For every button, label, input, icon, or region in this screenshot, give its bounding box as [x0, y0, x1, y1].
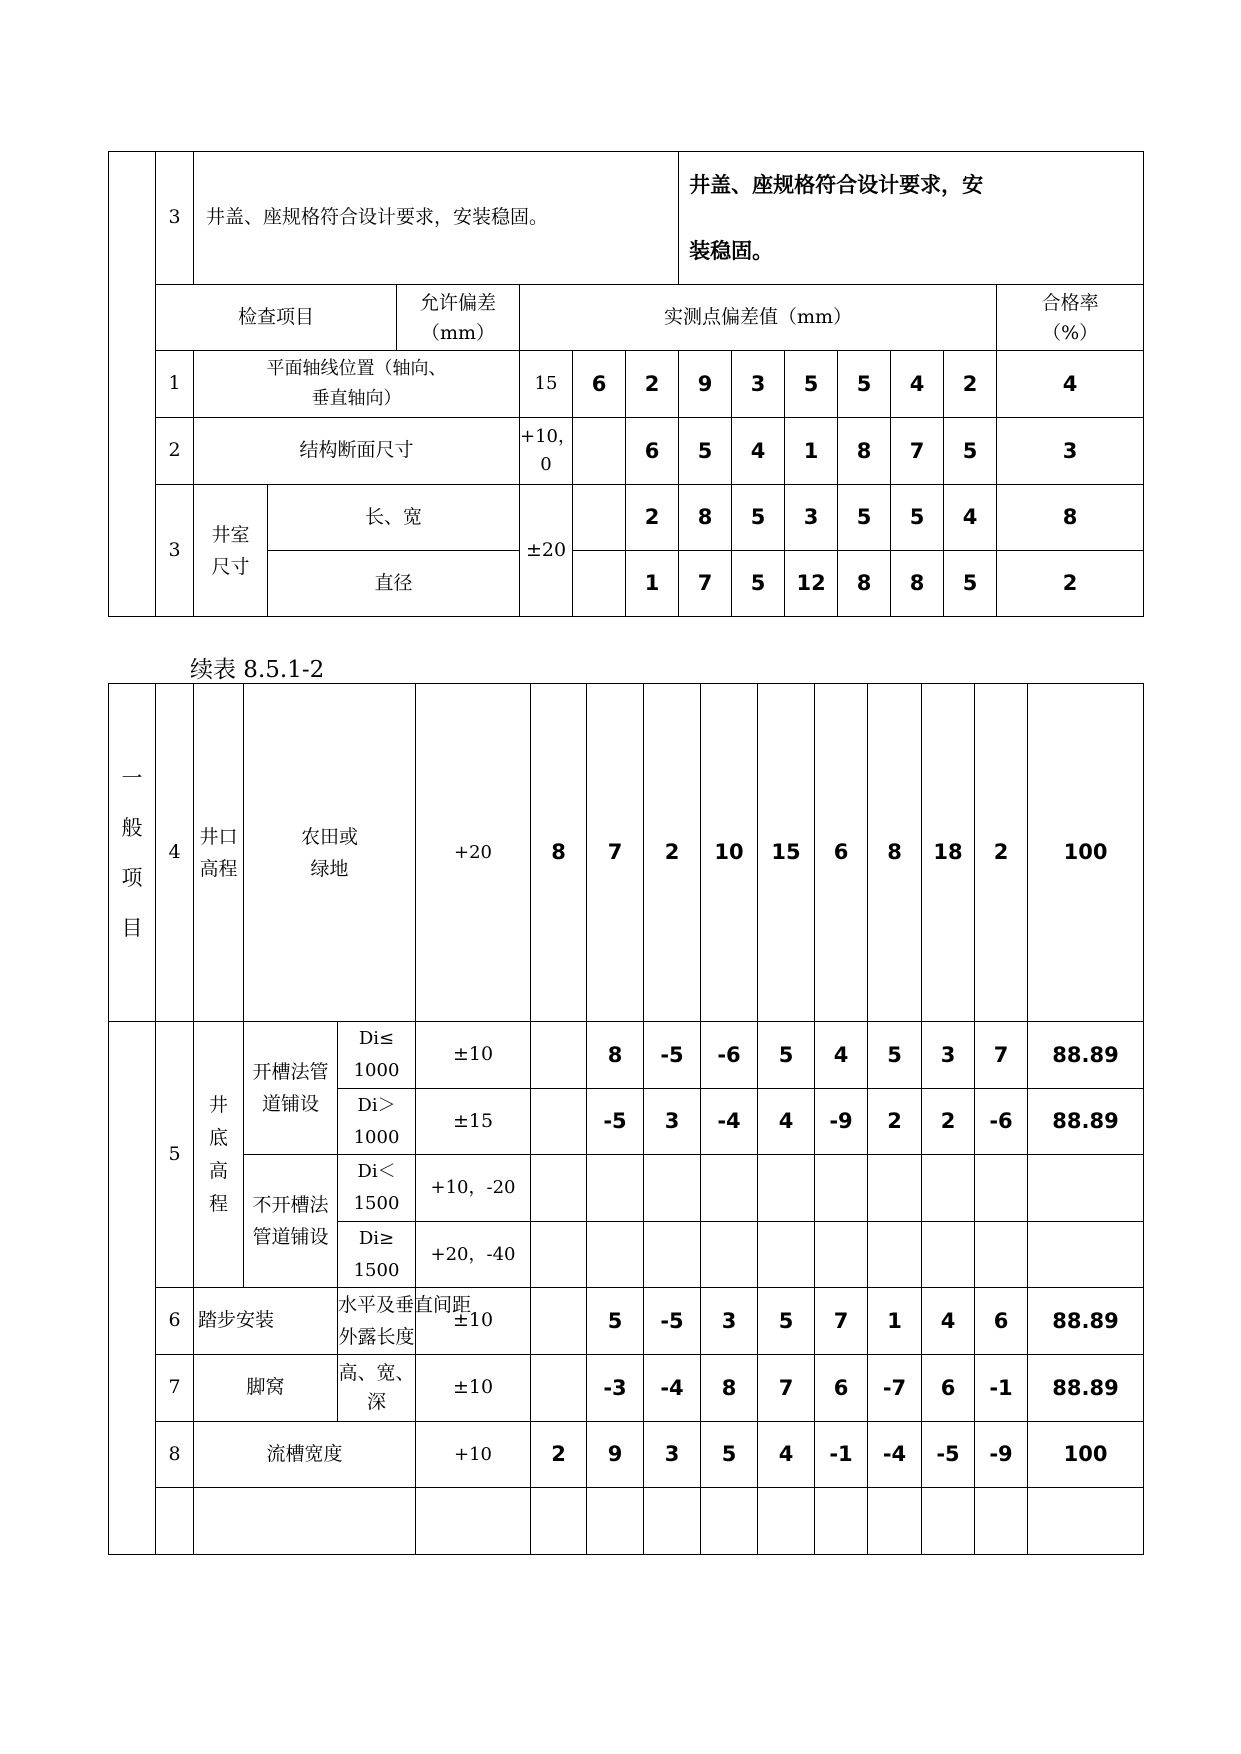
value-cell: [868, 1222, 922, 1288]
item-number: 5: [156, 1022, 194, 1288]
tolerance-cell: ±10: [416, 1355, 531, 1422]
tolerance-cell: ±10: [416, 1022, 531, 1089]
empty-cell: [758, 1488, 815, 1555]
empty-cell: [1028, 1488, 1144, 1555]
value-cell: [531, 1355, 587, 1422]
value-cell: 8: [838, 418, 891, 485]
item-number: 8: [156, 1422, 194, 1488]
value-cell: [922, 1222, 975, 1288]
value-cell: [975, 1155, 1028, 1222]
table-row: [109, 485, 1144, 551]
value-cell: 2: [531, 1422, 587, 1488]
requirement-label: 井盖、座规格符合设计要求，安装稳固。: [206, 206, 549, 229]
tolerance-cell: +10: [416, 1422, 531, 1488]
value-cell: 4: [815, 1022, 868, 1089]
value-cell: [531, 1022, 587, 1089]
table-row: [109, 418, 1144, 485]
table-caption: 续表 8.5.1-2: [190, 657, 325, 683]
value-cell: 7: [758, 1355, 815, 1422]
value-cell: [573, 418, 626, 485]
sub-item-name: [244, 684, 416, 1022]
table-row: [109, 152, 1144, 285]
value-cell: 2: [626, 485, 679, 551]
value-cell: [587, 1155, 644, 1222]
value-cell: [815, 1155, 868, 1222]
value-cell: 6: [626, 418, 679, 485]
header-tolerance-l2: （mm）: [420, 321, 496, 344]
section-cell: [109, 152, 156, 617]
value-cell: 8: [679, 485, 732, 551]
header-tolerance: [397, 285, 520, 351]
value-cell: 3: [644, 1422, 701, 1488]
value-cell: -7: [868, 1355, 922, 1422]
section-char: 项: [121, 865, 143, 890]
value-cell: 5: [732, 485, 785, 551]
value-cell: [644, 1222, 701, 1288]
value-cell: -5: [644, 1022, 701, 1089]
value-cell: 3: [997, 418, 1144, 485]
header-row: [109, 285, 1144, 351]
value-cell: 5: [587, 1288, 644, 1355]
item-name-l1: 平面轴线位置（轴向、: [266, 358, 447, 379]
table-row-empty: [109, 1488, 1144, 1555]
value-cell: 1: [626, 551, 679, 617]
sub-item-l1: 水平及垂直间距: [338, 1294, 472, 1316]
rate-cell: 100: [1028, 1422, 1144, 1488]
sub-item-name: 长、宽: [268, 485, 520, 551]
section-char: 一: [121, 765, 143, 790]
value-cell: 5: [838, 351, 891, 418]
group-char: 高: [208, 1159, 228, 1182]
diameter-l1: Di＞: [357, 1094, 396, 1116]
value-cell: 2: [868, 1089, 922, 1155]
value-cell: -5: [922, 1422, 975, 1488]
value-cell: [573, 551, 626, 617]
sub-item-name: 高、宽、深: [338, 1355, 416, 1422]
value-cell: 5: [785, 351, 838, 418]
value-cell: -3: [587, 1355, 644, 1422]
group-name-l2: 尺寸: [211, 555, 250, 578]
value-cell: 2: [644, 684, 701, 1022]
item-name-l2: 高程: [199, 857, 238, 880]
item-name-l1: 井口: [199, 825, 238, 848]
item-number: 6: [156, 1288, 194, 1355]
value-cell: 4: [997, 351, 1144, 418]
value-cell: -5: [587, 1089, 644, 1155]
sub-item-l2: 绿地: [310, 857, 349, 880]
value-cell: 7: [587, 684, 644, 1022]
value-cell: 6: [815, 684, 868, 1022]
method-name: [244, 1022, 338, 1155]
value-cell: [922, 1155, 975, 1222]
tolerance-cell: ±10: [416, 1288, 531, 1355]
diameter-cell: [338, 1222, 416, 1288]
table-row: [109, 1288, 1144, 1355]
value-cell: [531, 1222, 587, 1288]
item-number: 7: [156, 1355, 194, 1422]
value-cell: 1: [785, 418, 838, 485]
value-cell: 8: [587, 1022, 644, 1089]
value-cell: [573, 485, 626, 551]
result-text: [679, 152, 1144, 285]
diameter-l2: 1000: [353, 1126, 400, 1148]
value-cell: 5: [758, 1022, 815, 1089]
section-char: 般: [121, 815, 143, 840]
tolerance-cell: ±15: [416, 1089, 531, 1155]
diameter-l2: 1000: [353, 1060, 400, 1081]
value-cell: 6: [922, 1355, 975, 1422]
header-rate: [997, 285, 1144, 351]
empty-cell: [531, 1488, 587, 1555]
empty-cell: [815, 1488, 868, 1555]
value-cell: [587, 1222, 644, 1288]
value-cell: 8: [838, 551, 891, 617]
item-name: 脚窝: [194, 1355, 338, 1422]
tolerance-cell: ±20: [520, 485, 573, 617]
method-l1: 不开槽法: [252, 1194, 329, 1216]
inspection-table-top: [108, 151, 1144, 617]
table-row: [109, 1155, 1144, 1222]
value-cell: -1: [975, 1355, 1028, 1422]
value-cell: -4: [868, 1422, 922, 1488]
value-cell: -5: [644, 1288, 701, 1355]
diameter-l2: 1500: [353, 1193, 400, 1214]
value-cell: 3: [922, 1022, 975, 1089]
rate-cell: 88.89: [1028, 1022, 1144, 1089]
rate-cell: [1028, 1155, 1144, 1222]
requirement-text: [194, 152, 679, 285]
header-check-item: 检查项目: [156, 285, 397, 351]
value-cell: 6: [975, 1288, 1028, 1355]
value-cell: [758, 1155, 815, 1222]
value-cell: -9: [975, 1422, 1028, 1488]
header-rate-l1: 合格率: [1041, 291, 1099, 314]
value-cell: -9: [815, 1089, 868, 1155]
item-name-l2: 垂直轴向）: [311, 388, 402, 409]
value-cell: 5: [944, 418, 997, 485]
empty-cell: [587, 1488, 644, 1555]
result-line-1: 井盖、座规格符合设计要求，安: [689, 173, 984, 197]
section-label-general: [109, 684, 156, 1022]
value-cell: -6: [975, 1089, 1028, 1155]
empty-cell: [922, 1488, 975, 1555]
table-row: [109, 1422, 1144, 1488]
value-cell: 1: [868, 1288, 922, 1355]
value-cell: [701, 1222, 758, 1288]
empty-cell: [156, 1488, 194, 1555]
diameter-l1: Di＜: [357, 1161, 396, 1182]
diameter-l1: Di≤: [358, 1028, 395, 1049]
group-char: 井: [208, 1093, 228, 1116]
diameter-cell: [338, 1089, 416, 1155]
method-l2: 管道铺设: [252, 1226, 329, 1248]
value-cell: 5: [944, 551, 997, 617]
diameter-cell: [338, 1022, 416, 1089]
value-cell: 8: [891, 551, 944, 617]
value-cell: 4: [758, 1089, 815, 1155]
rate-cell: 88.89: [1028, 1288, 1144, 1355]
value-cell: 7: [891, 418, 944, 485]
group-name: [194, 1022, 244, 1288]
diameter-l1: Di≥: [358, 1227, 395, 1249]
empty-cell: [416, 1488, 531, 1555]
value-cell: [531, 1155, 587, 1222]
tolerance-cell: +10，0: [520, 418, 573, 485]
value-cell: -4: [701, 1089, 758, 1155]
value-cell: 5: [679, 418, 732, 485]
item-number: 4: [156, 684, 194, 1022]
value-cell: 5: [891, 485, 944, 551]
table-row: [109, 684, 1144, 1022]
item-name: 踏步安装: [194, 1288, 338, 1355]
empty-cell: [975, 1488, 1028, 1555]
value-cell: 5: [838, 485, 891, 551]
header-measured: 实测点偏差值（mm）: [520, 285, 997, 351]
inspection-table-continued: [108, 683, 1144, 1555]
item-name: 结构断面尺寸: [194, 418, 520, 485]
value-cell: 8: [868, 684, 922, 1022]
value-cell: 7: [815, 1288, 868, 1355]
value-cell: 8: [997, 485, 1144, 551]
empty-cell: [868, 1488, 922, 1555]
group-char: 底: [208, 1126, 228, 1149]
sub-item-l1: 农田或: [301, 825, 359, 848]
value-cell: [868, 1155, 922, 1222]
value-cell: 3: [732, 351, 785, 418]
value-cell: [531, 1288, 587, 1355]
item-number: 2: [156, 418, 194, 485]
value-cell: 8: [531, 684, 587, 1022]
value-cell: 7: [975, 1022, 1028, 1089]
diameter-cell: [338, 1155, 416, 1222]
item-number: 1: [156, 351, 194, 418]
header-tolerance-l1: 允许偏差: [419, 291, 496, 314]
value-cell: 4: [758, 1422, 815, 1488]
method-name: [244, 1155, 338, 1288]
value-cell: 5: [868, 1022, 922, 1089]
value-cell: 2: [626, 351, 679, 418]
value-cell: 9: [587, 1422, 644, 1488]
value-cell: [975, 1222, 1028, 1288]
value-cell: 10: [701, 684, 758, 1022]
value-cell: 15: [758, 684, 815, 1022]
value-cell: 5: [701, 1422, 758, 1488]
value-cell: 18: [922, 684, 975, 1022]
diameter-l2: 1500: [353, 1259, 400, 1281]
value-cell: 3: [701, 1288, 758, 1355]
value-cell: 9: [679, 351, 732, 418]
value-cell: 7: [679, 551, 732, 617]
rate-cell: 88.89: [1028, 1355, 1144, 1422]
value-cell: 2: [922, 1089, 975, 1155]
empty-cell: [194, 1488, 416, 1555]
table-row: [109, 351, 1144, 418]
section-cell: [109, 1022, 156, 1555]
header-rate-l2: （%）: [1042, 321, 1099, 344]
item-number: 3: [156, 485, 194, 617]
group-name: [194, 485, 268, 617]
tolerance-cell: +10，-20: [416, 1155, 531, 1222]
value-cell: 3: [644, 1089, 701, 1155]
result-line-2: 装稳固。: [689, 239, 774, 263]
value-cell: [531, 1089, 587, 1155]
value-cell: 4: [891, 351, 944, 418]
rate-cell: [1028, 1222, 1144, 1288]
method-l1: 开槽法管: [252, 1061, 329, 1083]
group-char: 程: [208, 1192, 228, 1215]
value-cell: 2: [997, 551, 1144, 617]
value-cell: 6: [815, 1355, 868, 1422]
value-cell: 12: [785, 551, 838, 617]
value-cell: 6: [573, 351, 626, 418]
item-name: 流槽宽度: [194, 1422, 416, 1488]
value-cell: 5: [732, 551, 785, 617]
value-cell: 4: [922, 1288, 975, 1355]
value-cell: -4: [644, 1355, 701, 1422]
rate-cell: 100: [1028, 684, 1144, 1022]
value-cell: [815, 1222, 868, 1288]
item-name: [194, 684, 244, 1022]
section-char: 目: [121, 915, 143, 940]
table-row: [109, 1355, 1144, 1422]
value-cell: 5: [758, 1288, 815, 1355]
group-name-l1: 井室: [211, 523, 250, 546]
table-row: [109, 1022, 1144, 1089]
sub-item-name: [338, 1288, 472, 1355]
item-name: [194, 351, 520, 418]
value-cell: [758, 1222, 815, 1288]
value-cell: 3: [785, 485, 838, 551]
item-number: 3: [156, 152, 194, 285]
value-cell: 8: [701, 1355, 758, 1422]
value-cell: [701, 1155, 758, 1222]
tolerance-cell: +20，-40: [416, 1222, 531, 1288]
value-cell: -6: [701, 1022, 758, 1089]
sub-item-l2: 外露长度: [338, 1326, 415, 1348]
value-cell: -1: [815, 1422, 868, 1488]
empty-cell: [701, 1488, 758, 1555]
tolerance-cell: 15: [520, 351, 573, 418]
tolerance-cell: +20: [416, 684, 531, 1022]
value-cell: 4: [944, 485, 997, 551]
value-cell: 4: [732, 418, 785, 485]
sub-item-name: 直径: [268, 551, 520, 617]
method-l2: 道铺设: [261, 1093, 319, 1115]
value-cell: [644, 1155, 701, 1222]
empty-cell: [644, 1488, 701, 1555]
rate-cell: 88.89: [1028, 1089, 1144, 1155]
value-cell: 2: [944, 351, 997, 418]
value-cell: 2: [975, 684, 1028, 1022]
